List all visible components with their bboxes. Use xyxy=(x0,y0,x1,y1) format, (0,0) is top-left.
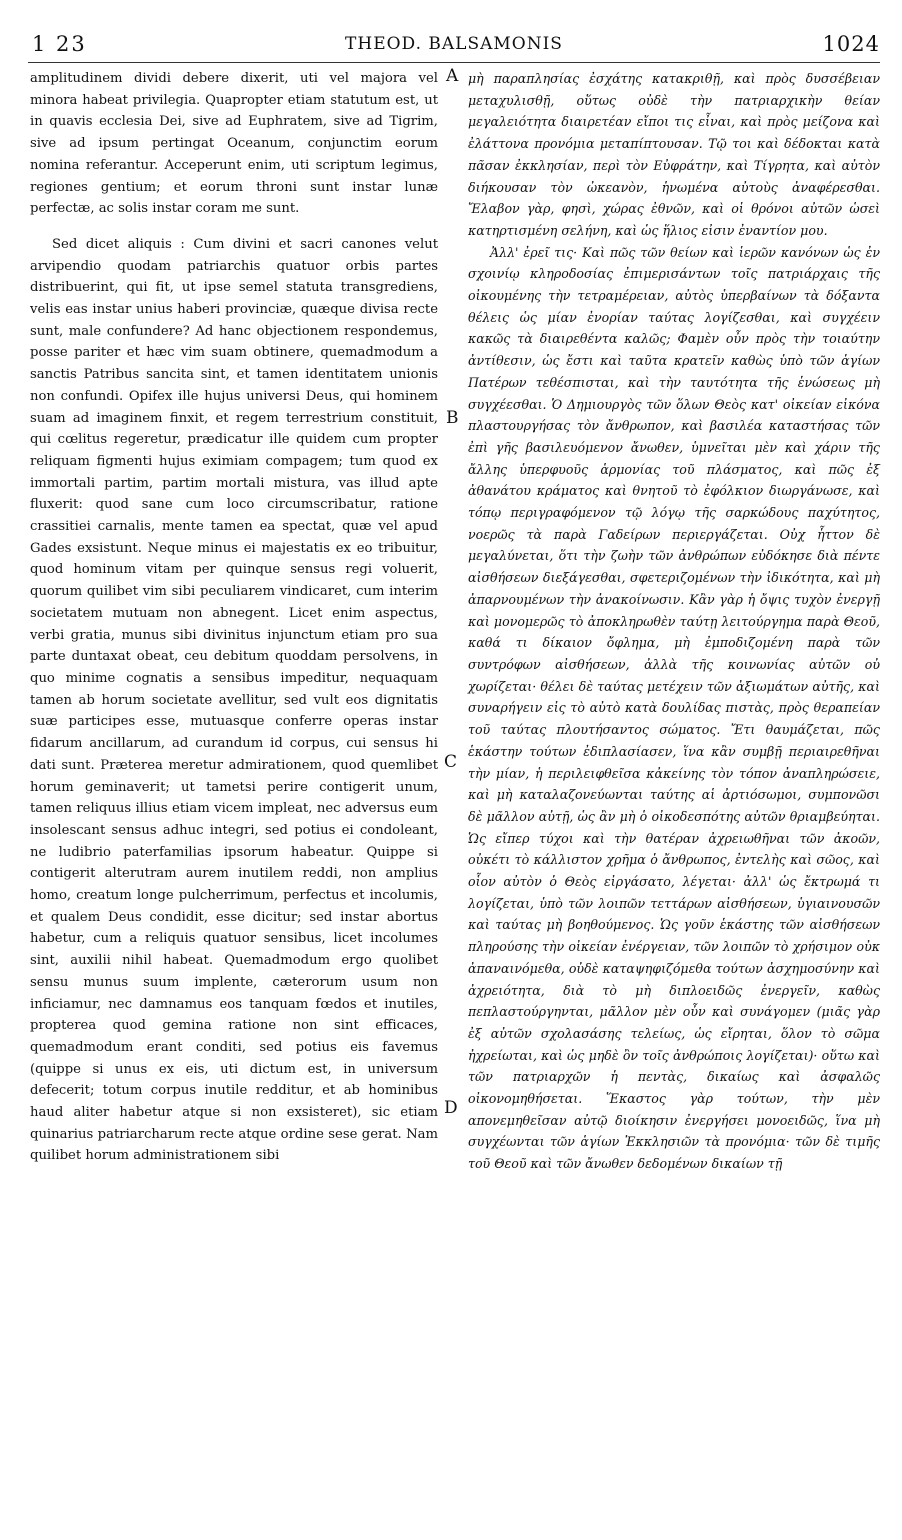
running-header xyxy=(28,28,880,62)
header-rule xyxy=(28,62,880,63)
running-title: THEOD. BALSAMONIS xyxy=(345,34,563,54)
margin-letter-d: D xyxy=(444,1098,458,1118)
greek-paragraph: Ἀλλ' ἐρεῖ τις· Καὶ πῶς τῶν θείων καὶ ἱερῶν κανόνων ὡς ἐν σχοινίῳ κληροδοσίας ἐπιμερισάντων τοῖς πατριάρχαις τῆς οἰκουμένης τὴν τετραμέρειαν, αὐτὸς ὑπερβαίνων τὰ δόξαντα θέλεις ὡς μίαν ἐνορίαν ταύτας λογίζεσθαι, καὶ συγχέειν κακῶς τὰ διαιρεθέντα καλῶς; Φαμὲν οὖν πρὸς τὴν τοιαύτην ἀντίθεσιν, ὡς ἔστι καὶ ταῦτα κρατεῖν καθὼς ὑπὸ τῶν ἁγίων Πατέρων τεθέσπισται, καὶ τὴν ταυτότητα τῆς ἑνώσεως μὴ συγχέεσθαι. Ὁ Δημιουργὸς τῶν ὅλων Θεὸς κατ' οἰκείαν εἰκόνα πλαστουργήσας τὸν ἄνθρωπον, καὶ βασιλέα καταστήσας τῶν ἐπὶ γῆς βασιλευόμενον ἄνωθεν, ὑμνεῖται μὲν καὶ χάριν τῆς ἄλλης ὑπερφυοῦς ἁρμονίας τοῦ πλάσματος, καὶ πῶς ἐξ ἀθανάτου κράματος καὶ θνητοῦ τὸ ἐφόλκιον διωργάνωσε, καὶ τόπῳ περιγραφόμενον τῷ λόγῳ τῆς σαρκώδους παχύτητος, νοερῶς τὰ παρὰ Γαδείρων περιεργάζεται. Οὐχ ἧττον δὲ μεγαλύνεται, ὅτι τὴν ζωὴν τῶν ἀνθρώπων εὐδόκησε διὰ πέντε αἰσθήσεων διεξάγεσθαι, σφετεριζομένων τὴν ἰδικότητα, καὶ μὴ ἀπαρνουμένων τὴν ἀνακοίνωσιν. Κἂν γὰρ ἡ ὄψις τυχὸν ἐνεργῇ καὶ μονομερῶς τὸ ἀποκληρωθὲν ταύτῃ λειτούργημα παρὰ Θεοῦ, καθά τι δίκαιον ὄφλημα, μὴ ἐμποδιζομένη παρὰ τῶν συντρόφων αἰσθήσεων, ἀλλὰ τῆς κοινωνίας αὐτῶν οὐ χωρίζεται· θέλει δὲ ταύτας μετέχειν τῶν ἀξιωμάτων αὐτῆς, καὶ συναρήγειν εἰς τὸ αὐτὸ κατὰ δουλίδας πιστὰς, πρὸς θεραπείαν τοῦ ταύτας πλουτήσαντος σώματος. Ἔτι θαυμάζεται, πῶς ἑκάστην τούτων ἐδιπλασίασεν, ἵνα κἂν συμβῇ περιαιρεθῆναι τὴν μίαν, ἡ περιλειφθεῖσα κἀκείνης τὸν τόπον ἀναπληρώσειε, καὶ μὴ καταλαζονεύωνται ταύτης αἱ ἀρτιόσωμοι, συμπονῶσι δὲ μᾶλλον αὐτῇ, ὡς ἂν μὴ ὁ οἰκοδεσπότης αὐτῶν θριαμβεύηται. Ὡς εἴπερ τύχοι καὶ τὴν θατέραν ἀχρειωθῆναι τῶν ἀκοῶν, οὐκέτι τὸ κάλλιστον χρῆμα ὁ ἄνθρωπος, ἐντελὴς καὶ σῶος, καὶ οἷον αὐτὸν ὁ Θεὸς εἰργάσατο, λέγεται· ἀλλ' ὡς ἔκτρωμά τι λογίζεται, ὑπὸ τῶν λοιπῶν τεττάρων αἰσθήσεων, ὑγιαινουσῶν καὶ ταύτας μὴ βοηθούμενος. Ὡς γοῦν ἑκάστης τῶν αἰσθήσεων πληρούσης τὴν οἰκείαν ἐνέργειαν, τῶν λοιπῶν τὸ χρήσιμον οὐκ ἀπαναινόμεθα, οὐδὲ καταψηφιζόμεθα τούτων ἀσχημοσύνην καὶ ἀχρειότητα, διὰ τὸ μὴ διπλοειδῶς ἐνεργεῖν, καθὼς πεπλαστούργηνται, μᾶλλον μὲν οὖν καὶ συνάγομεν (μιᾶς γὰρ ἐξ αὐτῶν σχολασάσης τελείως, ὡς εἴρηται, ὅλον τὸ σῶμα ἠχρείωται, καὶ ὡς μηδὲ ὂν τοῖς ἀνθρώποις λογίζεται)· οὕτω καὶ τῶν πατριαρχῶν ἡ πεντὰς, δικαίως καὶ ἀσφαλῶς οἰκονομηθήσεται. Ἕκαστος γὰρ τούτων, τὴν μὲν απονεμηθεῖσαν αὐτῷ διοίκησιν ἐνεργήσει μονοειδῶς, ἵνα μὴ συγχέωνται τῶν ἁγίων Ἐκκλησιῶν τὰ προνόμια· τῶν δὲ τιμῆς τοῦ Θεοῦ καὶ τῶν ἄνωθεν δεδομένων δικαίων τῇ xyxy=(468,244,880,1172)
greek-column xyxy=(468,68,880,1175)
column-number-right: 1024 xyxy=(822,32,880,56)
column-number-left: 1 23 xyxy=(32,32,87,56)
latin-paragraph: amplitudinem dividi debere dixerit, uti vel majora vel minora habeat privilegia. Quapropter etiam statutum est, ut in quavis ecclesia Dei, sive ad Euphratem, sive ad Tigrim, sive ad ipsum pertingat Oceanum, conjunctim eorum nomina referantur. Acceperunt enim, uti scriptum legimus, regiones gentium; et eorum throni sunt instar lunæ perfectæ, ac solis instar coram me sunt. xyxy=(30,71,438,217)
latin-paragraph: Sed dicet aliquis : Cum divini et sacri canones velut arvipendio quodam patriarchis quatuor orbis partes distribuerint, qui fit, ut ipse semel statuta transgrediens, velis eas instar unius haberi provinciæ, quæque divisa recte sunt, male confundere? Ad hanc objectionem respondemus, posse pariter et hæc vim suam obtinere, quemadmodum a sanctis Patribus sancita sint, et tamen identitatem unionis non confundi. Opifex ille hujus universi Deus, qui hominem suam ad imaginem finxit, et regem terrestrium constituit, qui cœlitus regeretur, prædicatur ille quidem cum propter reliquam figmenti hujus eximiam compagem; tum quod ex immortali partim, partim mortali mistura, vas illud apte fluxerit: quod sane cum loco circumscribatur, ratione crassitiei carnalis, mente tamen ea spectat, quæ vel apud Gades exsistunt. Neque minus ei majestatis ex eo tribuitur, quod hominum vitam per quinque sensus regi voluerit, quorum quilibet vim sibi peculiarem vindicaret, cum interim societatem mutuam non abnegent. Licet enim aspectus, verbi gratia, munus sibi divinitus injunctum etiam pro sua parte duntaxat obeat, ceu debitum quoddam persolvens, in quo minime cognatis a sensibus impeditur, nequaquam tamen ab horum societate avellitur, sed vult eos dignitatis suæ participes esse, mutuasque conferre operas instar fidarum ancillarum, ad curandum id corpus, cui sensus hi dati sunt. Præterea meretur admirationem, quod quemlibet horum geminaverit; ut tametsi perire contigerit unum, tamen reliquus illius etiam vicem impleat, nec adversus eum insolescant sensus adhuc integri, sed potius ei condoleant, ne ludibrio paterfamilias ipsorum habeatur. Quippe si contigerit alterutram aurem inutilem reddi, non amplius homo, creatum longe pulcherrimum, perfectus et incolumis, et qualem Deus condidit, esse dicitur; sed instar abortus habetur, cum a reliquis quatuor sensibus, licet incolumes sint, auxilii nihil habeat. Quemadmodum ergo quolibet sensu munus suum implente, cæterorum usum non inficiamur, nec damnamus eos tanquam fœdos et inutiles, propterea quod gemina ratione non sint efficaces, quemadmodum erant conditi, sed potius eis favemus (quippe si unus ex eis, uti dictum est, in universum defecerit; totum corpus inutile redditur, et ab hominibus haud aliter habetur atque si non exsisteret), sic etiam quinarius patriarcharum recte atque ordine sese gerat. Nam quilibet horum administrationem sibi xyxy=(30,236,438,1164)
greek-paragraph: μὴ παραπλησίας ἐσχάτης κατακριθῇ, καὶ πρὸς δυσσέβειαν μεταχυλισθῇ, οὕτως οὐδὲ τὴν πατριαρχικὴν θείαν μεγαλειότητα διαιρετέαν εἴποι τις εἶναι, καὶ πρὸς μείζονα καὶ ἐλάττονα προνόμια μεταπίπτουσαν. Τῷ τοι καὶ δέδοκται κατὰ πᾶσαν ἐκκλησίαν, περὶ τὸν Εὐφράτην, καὶ Τίγρητα, καὶ αὐτὸν διήκουσαν τὸν ὠκεανὸν, ἡνωμένα αὐτοὺς ἀναφέρεσθαι. Ἔλαβον γὰρ, φησὶ, χώρας ἐθνῶν, καὶ οἱ θρόνοι αὐτῶν ὡσεὶ κατηρτισμένη σελήνη, καὶ ὡς ἥλιος εἰσιν ἐναντίον μου. xyxy=(468,71,880,238)
margin-letter-c: C xyxy=(444,752,458,772)
latin-column xyxy=(30,68,438,1167)
margin-letter-b: B xyxy=(446,408,459,428)
margin-letter-a: A xyxy=(446,66,459,86)
